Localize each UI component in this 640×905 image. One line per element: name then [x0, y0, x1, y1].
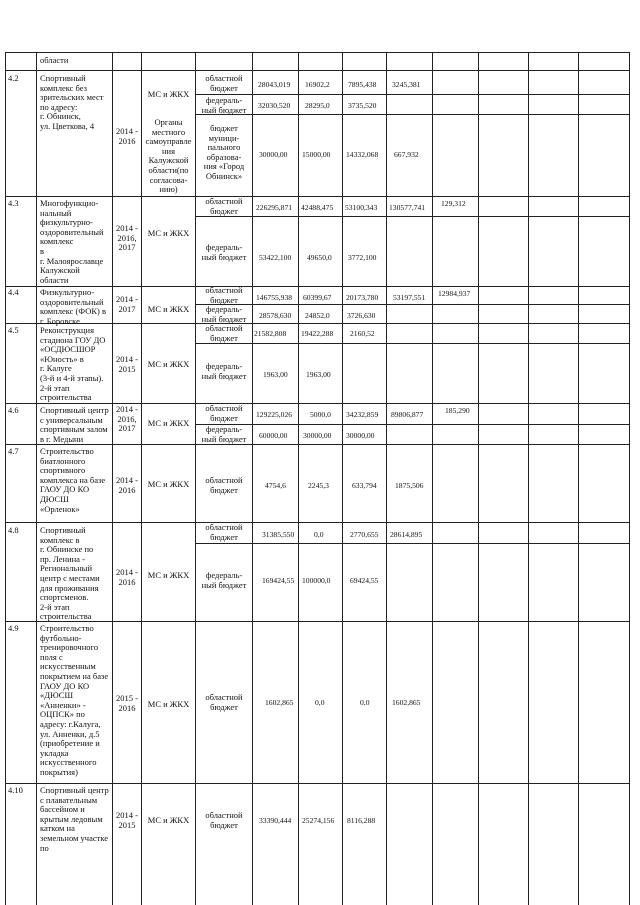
y2015-value: 8116,288 — [347, 816, 376, 825]
period: 2014 - 2016, 2017 — [116, 223, 138, 253]
y2016-value: 28614,895 — [390, 530, 423, 539]
row-number: 4.5 — [8, 325, 19, 335]
y2015-value: 0,0 — [360, 698, 370, 707]
source-name: бюджет муници- пального образова- ния «Город Обнинск» — [203, 123, 245, 181]
total-value: 31385,550 — [262, 530, 295, 539]
object-name: Спортивный комплекс без зрительских мест по адресу: г. Обнинск, ул. Цветкова, 4 — [40, 73, 104, 131]
y2015-value: 14332,068 — [346, 150, 379, 159]
object-name: Спортивный центр с плавательным бассейном и крытым ледовым катком на земельном участке по — [40, 785, 109, 853]
total-value: 32030,520 — [258, 101, 291, 110]
y2014-value: 100000,0 — [302, 576, 331, 585]
y2016-value: 1875,506 — [395, 481, 424, 490]
total-value: 33390,444 — [259, 816, 292, 825]
object-name: Спортивный центр с универсальным спортивным залом в г. Медыни — [40, 405, 109, 444]
executor: МС и ЖКХ — [147, 479, 190, 489]
executor: МС и ЖКХ — [147, 89, 190, 99]
y2015-value: 2770,655 — [350, 530, 379, 539]
col-line — [5, 52, 6, 905]
row-number: 4.7 — [8, 446, 19, 456]
y2017-value: 185,290 — [445, 406, 470, 415]
col-line — [478, 52, 479, 905]
executor: МС и ЖКХ — [147, 359, 190, 369]
y2014-value: 16902,2 — [305, 80, 330, 89]
y2014-value: 19422,288 — [301, 329, 334, 338]
col-line — [386, 52, 387, 905]
col-line — [36, 52, 37, 905]
period: 2014 - 2016 — [116, 126, 138, 146]
source-name: федераль- ный бюджет — [201, 361, 247, 381]
y2016-value: 89806,877 — [391, 410, 424, 419]
executor: МС и ЖКХ — [147, 570, 190, 580]
source-name: областной бюджет — [205, 810, 243, 830]
period: 2015 - 2016 — [116, 693, 138, 713]
total-value: 129225,026 — [256, 410, 293, 419]
y2014-value: 30000,00 — [303, 431, 332, 440]
period: 2014 - 2015 — [116, 810, 138, 830]
col-line — [298, 52, 299, 905]
subrow-divider — [195, 304, 630, 305]
source-name: федераль- ный бюджет — [201, 424, 247, 444]
total-value: 30000,00 — [259, 150, 288, 159]
row-number: 4.10 — [8, 785, 23, 795]
continuation-text: области — [40, 55, 69, 65]
source-name: областной бюджет — [205, 522, 243, 542]
executor: МС и ЖКХ — [147, 304, 190, 314]
source-name: областной бюджет — [205, 323, 243, 343]
object-name: Многофункцио- нальный физкультурно- оздоровительный комплекс в г. Малоярославце Калужской области — [40, 198, 104, 285]
total-value: 1602,865 — [265, 698, 294, 707]
col-line — [629, 52, 630, 905]
row-number: 4.2 — [8, 73, 19, 83]
y2016-value: 130577,741 — [389, 203, 426, 212]
row-divider — [5, 70, 630, 71]
table-top-border — [5, 52, 630, 53]
object-name: Реконструкция стадиона ГОУ ДО «ОСДЮСШОР «Юность» в г. Калуге (3-й и 4-й этапы). 2-й этап строительства — [40, 325, 106, 403]
source-name: федераль- ный бюджет — [201, 570, 247, 590]
y2015-value: 53100,343 — [345, 203, 378, 212]
period: 2014 - 2017 — [116, 294, 138, 314]
row-number: 4.4 — [8, 287, 19, 297]
source-name: областной бюджет — [205, 692, 243, 712]
total-value: 60000,00 — [259, 431, 288, 440]
y2015-value: 20173,780 — [346, 293, 379, 302]
period: 2014 - 2016 — [116, 475, 138, 495]
col-line — [432, 52, 433, 905]
executor: МС и ЖКХ — [147, 699, 190, 709]
source-name: областной бюджет — [205, 475, 243, 495]
subrow-divider — [195, 543, 630, 544]
y2016-value: 1602,865 — [392, 698, 421, 707]
row-divider — [5, 403, 630, 404]
source-name: областной бюджет — [205, 73, 243, 93]
y2014-value: 60399,67 — [303, 293, 332, 302]
y2017-value: 129,312 — [441, 199, 466, 208]
y2014-value: 25274,156 — [302, 816, 335, 825]
col-line — [528, 52, 529, 905]
y2014-value: 49650,0 — [307, 253, 332, 262]
y2015-value: 633,794 — [352, 481, 377, 490]
y2015-value: 3735,520 — [348, 101, 377, 110]
y2015-value: 3772,100 — [348, 253, 377, 262]
object-name: Строительство футбольно- тренировочного поля с искусственным покрытием на базе ГАОУ ДО КО «ДЮСШ «Анненки» - ОЦПСК» по адресу: г.Калуга, ул. Анненки, д.5 (приобретение и укладка искусственного покрытия) — [40, 623, 109, 777]
object-name: Физкультурно- оздоровительный комплекс (ФОК) в г. Боровске — [40, 287, 106, 326]
row-divider — [5, 783, 630, 784]
y2015-value: 69424,55 — [350, 576, 379, 585]
total-value: 1963,00 — [263, 370, 288, 379]
y2016-value: 53197,551 — [393, 293, 426, 302]
source-name: областной бюджет — [205, 403, 243, 423]
y2014-value: 0,0 — [315, 698, 325, 707]
subrow-divider — [195, 216, 630, 217]
executor: МС и ЖКХ — [147, 228, 190, 238]
y2015-value: 2160,52 — [350, 329, 375, 338]
object-name: Строительство биатлонного спортивного комплекса на базе ГАОУ ДО КО ДЮСШ «Орленок» — [40, 446, 106, 514]
row-number: 4.9 — [8, 623, 19, 633]
y2017-value: 12984,937 — [438, 289, 471, 298]
total-value: 146755,938 — [256, 293, 293, 302]
subrow-divider — [195, 343, 630, 344]
y2015-value: 30000,00 — [346, 431, 375, 440]
total-value: 28043,019 — [258, 80, 291, 89]
source-name: федераль- ный бюджет — [201, 95, 247, 115]
total-value: 28578,630 — [259, 311, 292, 320]
row-number: 4.8 — [8, 525, 19, 535]
row-number: 4.3 — [8, 198, 19, 208]
y2015-value: 7895,438 — [348, 80, 377, 89]
object-name: Спортивный комплекс в г. Обнинске по пр. Ленина - Региональный центр с местами для проживания спортсменов. 2-й этап строительства — [40, 525, 100, 622]
y2015-value: 3726,630 — [347, 311, 376, 320]
total-value: 21582,808 — [254, 329, 287, 338]
y2014-value: 5000,0 — [310, 410, 331, 419]
row-divider — [5, 286, 630, 287]
subrow-divider — [195, 94, 630, 95]
y2015-value: 34232,859 — [346, 410, 379, 419]
subrow-divider — [195, 114, 630, 115]
col-line — [342, 52, 343, 905]
total-value: 4754,6 — [265, 481, 286, 490]
total-value: 169424,55 — [262, 576, 295, 585]
source-name: федераль- ный бюджет — [201, 242, 247, 262]
total-value: 53422,100 — [259, 253, 292, 262]
source-name: областной бюджет — [205, 196, 243, 216]
subrow-divider — [195, 424, 630, 425]
period: 2014 - 2016 — [116, 567, 138, 587]
row-divider — [5, 522, 630, 523]
y2016-value: 3245,381 — [392, 80, 421, 89]
period: 2014 - 2015 — [116, 354, 138, 374]
y2016-value: 667,932 — [394, 150, 419, 159]
executor: Органы местного самоуправле ния Калужской области(по согласова- нию) — [145, 117, 192, 195]
y2014-value: 24852,0 — [305, 311, 330, 320]
executor: МС и ЖКХ — [147, 418, 190, 428]
y2014-value: 42488,475 — [301, 203, 334, 212]
col-line — [252, 52, 253, 905]
y2014-value: 15000,00 — [302, 150, 331, 159]
executor: МС и ЖКХ — [147, 815, 190, 825]
source-name: областной бюджет — [205, 285, 243, 305]
y2014-value: 1963,00 — [306, 370, 331, 379]
total-value: 226295,871 — [256, 203, 293, 212]
source-name: федераль- ный бюджет — [201, 304, 247, 324]
y2014-value: 2245,3 — [308, 481, 329, 490]
row-divider — [5, 196, 630, 197]
y2014-value: 28295,0 — [305, 101, 330, 110]
col-line — [578, 52, 579, 905]
row-number: 4.6 — [8, 405, 19, 415]
y2014-value: 0,0 — [314, 530, 324, 539]
period: 2014 - 2016, 2017 — [116, 404, 138, 434]
